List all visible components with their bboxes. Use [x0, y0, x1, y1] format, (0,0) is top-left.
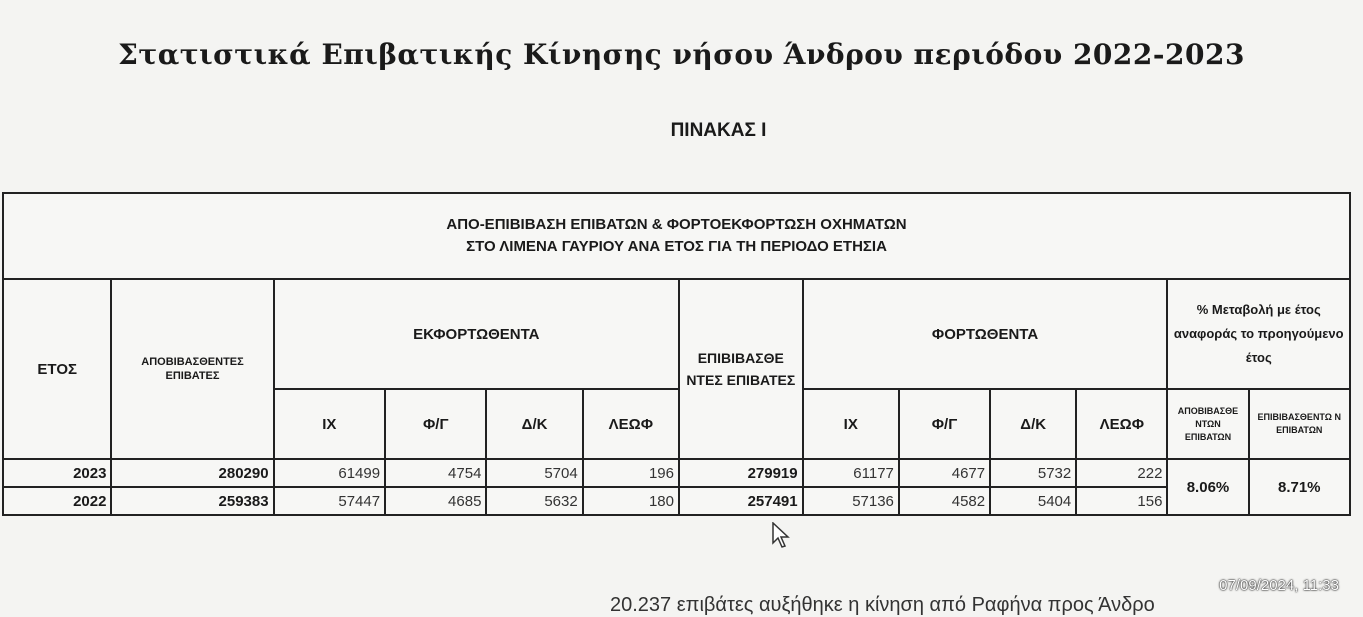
cell-loaded-leof: 156 [1076, 487, 1167, 515]
header-change: % Μεταβολή με έτος αναφοράς το προηγούμενο έτος [1167, 279, 1350, 389]
header-year: ΕΤΟΣ [3, 279, 111, 459]
mouse-cursor-icon [772, 522, 792, 550]
cell-change-disembarked: 8.06% [1167, 459, 1248, 515]
cell-loaded-fg: 4582 [899, 487, 990, 515]
cell-unloaded-ix: 61499 [274, 459, 385, 487]
cell-unloaded-leof: 196 [583, 459, 679, 487]
banner-line-2: ΣΤΟ ΛΙΜΕΝΑ ΓΑΥΡΙΟΥ ΑΝΑ ΕΤΟΣ ΓΙΑ ΤΗ ΠΕΡΙΟΔΟ ΕΤΗΣΙΑ [466, 238, 887, 255]
banner-row [3, 193, 1350, 279]
cell-unloaded-dk: 5632 [486, 487, 582, 515]
cell-loaded-leof: 222 [1076, 459, 1167, 487]
header-loaded-leof: ΛΕΩΦ [1076, 389, 1167, 459]
header-row-1 [3, 279, 1350, 389]
table-banner [3, 193, 1350, 279]
header-embarked: ΕΠΙΒΙΒΑΣΘΕ ΝΤΕΣ ΕΠΙΒΑΤΕΣ [679, 279, 803, 459]
cell-change-embarked: 8.71% [1249, 459, 1350, 515]
cell-loaded-dk: 5404 [990, 487, 1076, 515]
header-loaded-ix: ΙΧ [803, 389, 899, 459]
header-loaded-fg: Φ/Γ [899, 389, 990, 459]
header-unloaded-dk: Δ/Κ [486, 389, 582, 459]
statistics-table-container [2, 192, 1351, 516]
header-unloaded-fg: Φ/Γ [385, 389, 486, 459]
header-disembarked: ΑΠΟΒΙΒΑΣΘΕΝΤΕΣ ΕΠΙΒΑΤΕΣ [111, 279, 273, 459]
cell-embarked: 279919 [679, 459, 803, 487]
cell-unloaded-ix: 57447 [274, 487, 385, 515]
header-loaded: ΦΟΡΤΩΘΕΝΤΑ [803, 279, 1168, 389]
header-unloaded: ΕΚΦΟΡΤΩΘΕΝΤΑ [274, 279, 679, 389]
cell-loaded-ix: 57136 [803, 487, 899, 515]
table-row [3, 459, 1350, 487]
cell-disembarked: 259383 [111, 487, 273, 515]
cell-loaded-ix: 61177 [803, 459, 899, 487]
statistics-table [2, 192, 1351, 516]
table-row [3, 487, 1350, 515]
body-text-fragment: 20.237 επιβάτες αυξήθηκε η κίνηση από Ραφήνα προς Άνδρο [610, 594, 1155, 616]
header-unloaded-leof: ΛΕΩΦ [583, 389, 679, 459]
cell-unloaded-fg: 4754 [385, 459, 486, 487]
cell-unloaded-dk: 5704 [486, 459, 582, 487]
banner-line-1: ΑΠΟ-ΕΠΙΒΙΒΑΣΗ ΕΠΙΒΑΤΩΝ & ΦΟΡΤΟΕΚΦΟΡΤΩΣΗ ΟΧΗΜΑΤΩΝ [446, 216, 907, 233]
header-loaded-dk: Δ/Κ [990, 389, 1076, 459]
cell-unloaded-leof: 180 [583, 487, 679, 515]
cell-disembarked: 280290 [111, 459, 273, 487]
table-caption: ΠΙΝΑΚΑΣ Ι [670, 120, 767, 141]
cell-loaded-fg: 4677 [899, 459, 990, 487]
page-title: Στατιστικά Επιβατικής Κίνησης νήσου Άνδρου περιόδου 2022-2023 [118, 38, 1245, 71]
cell-year: 2023 [3, 459, 111, 487]
cell-year: 2022 [3, 487, 111, 515]
cell-embarked: 257491 [679, 487, 803, 515]
photo-timestamp: 07/09/2024, 11:33 [1219, 577, 1339, 594]
header-change-embarked: ΕΠΙΒΙΒΑΣΘΕΝΤΩ Ν ΕΠΙΒΑΤΩΝ [1249, 389, 1350, 459]
header-change-disembarked: ΑΠΟΒΙΒΑΣΘΕ ΝΤΩΝ ΕΠΙΒΑΤΩΝ [1167, 389, 1248, 459]
header-unloaded-ix: ΙΧ [274, 389, 385, 459]
cell-loaded-dk: 5732 [990, 459, 1076, 487]
cell-unloaded-fg: 4685 [385, 487, 486, 515]
